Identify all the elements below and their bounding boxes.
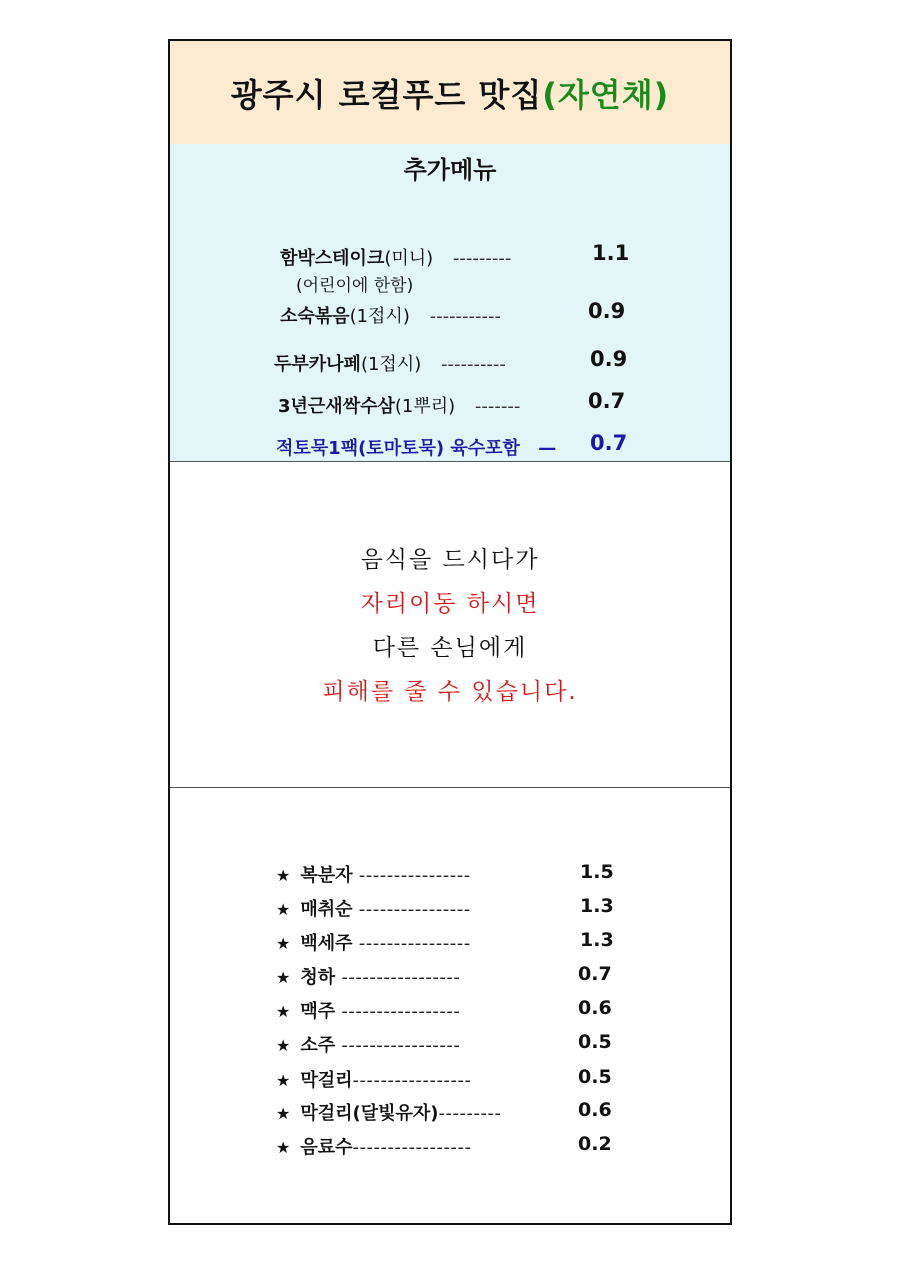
drink-item <box>276 1066 471 1092</box>
leader-dashes: — <box>538 438 557 459</box>
drink-price: 0.5 <box>578 1066 612 1088</box>
leader-dashes: ----------------- <box>352 1070 472 1091</box>
item-price: 0.7 <box>590 431 628 455</box>
star-icon: ★ <box>276 934 291 953</box>
drink-item <box>276 1031 460 1057</box>
drink-name: 청하 <box>300 967 336 988</box>
item-unit: (1뿌리) <box>394 396 456 417</box>
notice-line-4: 피해를 줄 수 있습니다. <box>322 679 578 705</box>
leader-dashes: ---------- <box>440 354 506 375</box>
item-unit: (미니) <box>384 248 434 269</box>
restaurant-title: 광주시 로컬푸드 맛집 <box>230 75 543 114</box>
drink-name: 맥주 <box>300 1001 336 1022</box>
drink-item <box>276 963 460 989</box>
leader-dashes: ----------- <box>429 306 502 327</box>
menu-sheet <box>168 39 732 1225</box>
leader-dashes: ---------------- <box>358 933 471 954</box>
item-price: 0.9 <box>590 347 628 371</box>
drink-name: 막걸리(달빛유자) <box>300 1103 439 1124</box>
star-icon: ★ <box>276 968 291 987</box>
item-unit: (1접시) <box>360 354 422 375</box>
drink-price: 0.7 <box>578 963 612 985</box>
drink-price: 1.3 <box>580 895 614 917</box>
star-icon: ★ <box>276 1036 291 1055</box>
star-icon: ★ <box>276 1104 291 1123</box>
drink-item <box>276 1133 471 1159</box>
drink-item <box>276 929 471 955</box>
drink-name: 매취순 <box>300 899 353 920</box>
item-price: 0.9 <box>588 299 626 323</box>
leader-dashes: ----------------- <box>341 967 461 988</box>
star-icon: ★ <box>276 866 291 885</box>
star-icon: ★ <box>276 1138 291 1157</box>
extra-menu-heading: 추가메뉴 <box>403 156 497 184</box>
extra-menu-section <box>170 144 730 462</box>
leader-dashes: --------- <box>438 1103 502 1124</box>
leader-dashes: ------- <box>474 396 521 417</box>
item-name: 3년근새싹수삼 <box>278 396 395 417</box>
item-name: 함박스테이크 <box>280 248 385 269</box>
item-price: 1.1 <box>592 241 630 265</box>
drink-item <box>276 997 460 1023</box>
restaurant-name-accent: (자연채) <box>542 75 670 114</box>
drink-price: 0.6 <box>578 997 612 1019</box>
drink-price: 0.5 <box>578 1031 612 1053</box>
notice-section <box>170 461 730 788</box>
drink-name: 소주 <box>300 1035 336 1056</box>
leader-dashes: ---------------- <box>358 899 471 920</box>
leader-dashes: ----------------- <box>341 1035 461 1056</box>
item-unit: (1접시) <box>349 306 410 327</box>
drink-price: 0.2 <box>578 1133 612 1155</box>
star-icon: ★ <box>276 1071 291 1090</box>
item-price: 0.7 <box>588 389 626 413</box>
drink-name: 막걸리 <box>300 1070 353 1091</box>
item-name: 두부카나페 <box>274 354 361 375</box>
leader-dashes: --------- <box>452 248 512 269</box>
item-name: 소숙볶음 <box>280 306 350 327</box>
drink-name: 백세주 <box>300 933 353 954</box>
notice-line-3: 다른 손님에게 <box>372 635 528 661</box>
star-icon: ★ <box>276 1002 291 1021</box>
drink-price: 0.6 <box>578 1099 612 1121</box>
notice-line-2: 자리이동 하시면 <box>360 591 540 617</box>
leader-dashes: ----------------- <box>352 1137 472 1158</box>
title-banner <box>170 41 730 146</box>
star-icon: ★ <box>276 900 291 919</box>
drink-name: 음료수 <box>300 1137 353 1158</box>
drink-name: 복분자 <box>300 865 353 886</box>
drink-price: 1.3 <box>580 929 614 951</box>
drink-price: 1.5 <box>580 861 614 883</box>
drink-item <box>276 1099 501 1125</box>
drink-item <box>276 895 471 921</box>
item-note: (어린이에 한함) <box>296 276 414 296</box>
drink-item <box>276 861 471 887</box>
leader-dashes: ----------------- <box>341 1001 461 1022</box>
item-name: 적토묵1팩(토마토묵) 육수포함 <box>276 438 520 459</box>
leader-dashes: ---------------- <box>358 865 471 886</box>
notice-line-1: 음식을 드시다가 <box>360 547 540 573</box>
